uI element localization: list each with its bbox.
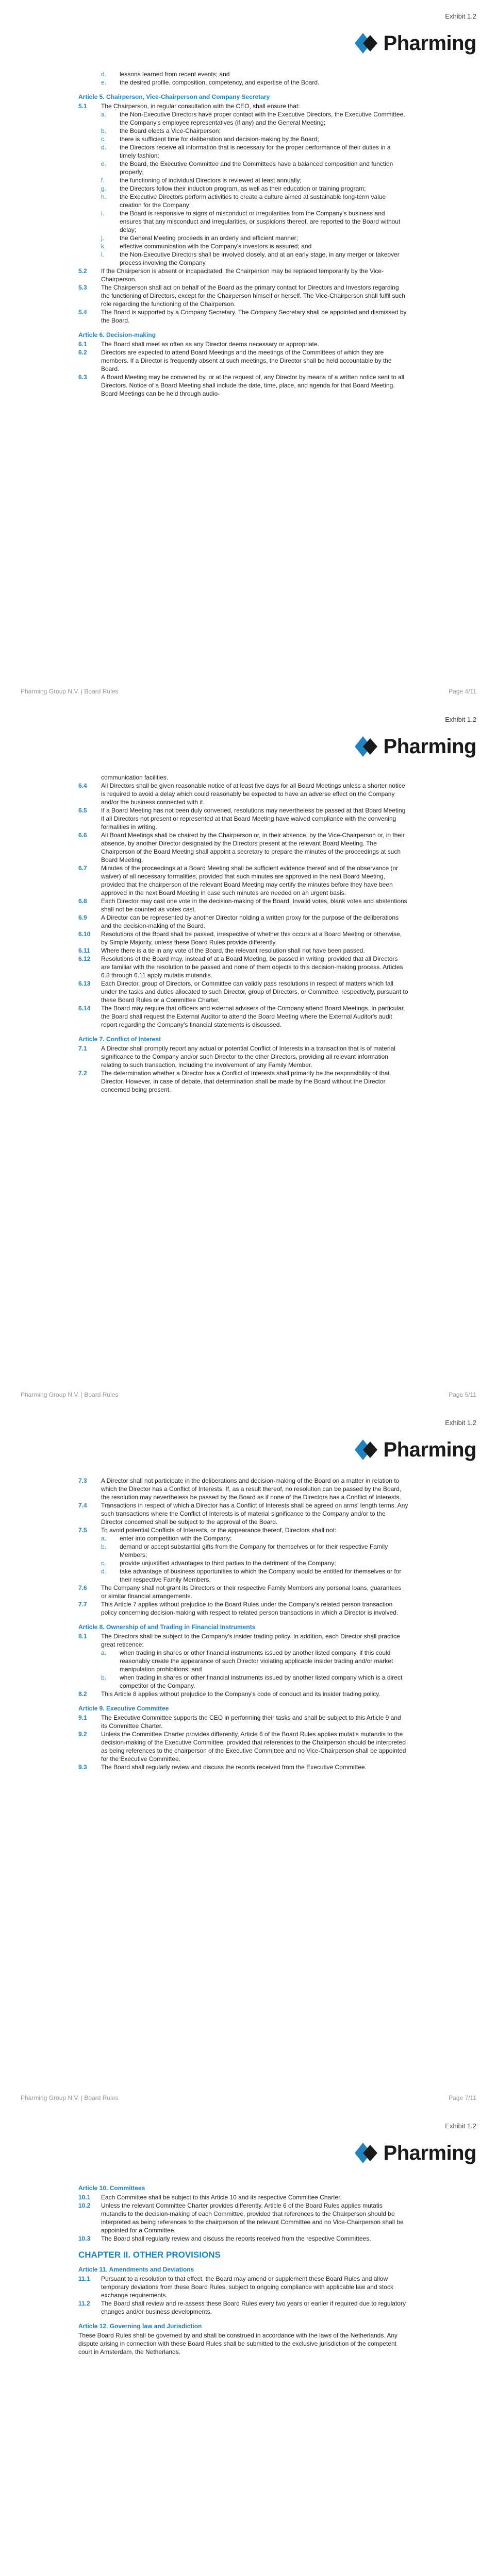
list-item: a. enter into competition with the Company; <box>101 1535 232 1542</box>
list-item: i. the Board is responsive to signs of misconduct or irregularities from the Company's business and ensures that any misconduct and irregularities, or suspicions thereof, are reported to the Board without delay; <box>101 210 401 233</box>
article-8-heading: Article 8. Ownership of and Trading in Financial Instruments <box>78 1623 256 1631</box>
clause-6-6: 6.6 All Board Meetings shall be chaired by the Chairperson or, in their absence, by the Vice-Chairperson or, in their absence, by another Director designated by the Directors present at the relevant Board Meeting. The Chairperson of the Board Meeting shall appoint a secretary to prepare the minutes of the proceedings at such Board Meeting. <box>78 832 405 863</box>
pharming-logo-text: Pharming <box>383 1438 476 1461</box>
clause-5-1: 5.1 The Chairperson, in regular consultation with the CEO, shall ensure that: <box>78 103 300 110</box>
clause-5-1-list <box>78 110 408 267</box>
pharming-logo-icon <box>353 2141 379 2165</box>
list-item: b. when trading in shares or other financial instruments issued by another listed company which is a direct competitor of the Company. <box>101 1674 403 1689</box>
pharming-logo-icon <box>353 734 379 759</box>
clause-8-2: 8.2 This Article 8 applies without prejudice to the Company's code of conduct and its insider trading policy. <box>78 1690 380 1698</box>
footer-page-number: Page 7/11 <box>449 2094 476 2102</box>
article-7-heading: Article 7. Conflict of Interest <box>78 1036 161 1043</box>
list-item: j. the General Meeting proceeds in an orderly and efficient manner; <box>101 234 298 242</box>
exhibit-label: Exhibit 1.2 <box>445 716 476 723</box>
page-2-content <box>78 773 408 1094</box>
footer-company: Pharming Group N.V. | Board Rules <box>21 1391 119 1398</box>
continued-text: communication facilities. <box>101 774 169 781</box>
chapter-heading: CHAPTER II. OTHER PROVISIONS <box>78 2250 221 2260</box>
page-1-content <box>78 70 408 398</box>
clause-10-3: 10.3 The Board shall regularly review and discuss the reports received from the respective Committees. <box>78 2235 371 2242</box>
clause-6-2: 6.2 Directors are expected to attend Board Meetings and the meetings of the Committees of which they are members. If a Director is frequently absent at such meetings, the Director shall be held accountable by the Board. <box>78 349 392 372</box>
clause-6-4: 6.4 All Directors shall be given reasonable notice of at least five days for all Board Meetings unless a shorter notice is required to avoid a delay which could reasonably be expected to have an adverse effect on the Company and/or the business connected with it. <box>78 782 405 806</box>
clause-5-2: 5.2 If the Chairperson is absent or incapacitated, the Chairperson may be replaced temporarily by the Vice-Chairperson. <box>78 267 384 283</box>
pharming-logo-text: Pharming <box>383 31 476 55</box>
pharming-logo <box>353 2141 476 2165</box>
pharming-logo-text: Pharming <box>383 735 476 758</box>
clause-6-11: 6.11 Where there is a tie in any vote of the Board, the relevant resolution shall not have been passed. <box>78 947 365 954</box>
list-item: e. the Board, the Executive Committee and the Committees have a balanced composition and function properly; <box>101 160 393 176</box>
clause-6-1: 6.1 The Board shall meet as often as any Director deems necessary or appropriate. <box>78 341 319 348</box>
list-item: a. the Non-Executive Directors have proper contact with the Executive Directors, the Executive Committee, the Company's employee representatives (if any) and the General Meeting; <box>101 111 405 126</box>
clause-8-1-list <box>78 1649 408 1690</box>
pharming-logo-text: Pharming <box>383 2141 476 2164</box>
clause-10-2: 10.2 Unless the relevant Committee Charter provides differently, Article 6 of the Board Rules applies mutatis mutandis to the decision-making of each Committee, provided that references to the Chairperson should be interpreted as being references to the chairperson of the relevant Committee and no Vice-Chairperson shall be appointed for a Committee. <box>78 2202 404 2234</box>
list-item: d. take advantage of business opportunities to which the Company would be entitled for themselves or for their respective Family Members. <box>101 1568 402 1583</box>
clause-7-1: 7.1 A Director shall promptly report any actual or potential Conflict of Interests in a transaction that is of material significance to the Company and/or such Director to the other Directors, providing all relevant information relating to such transaction, including the involvement of any Family Member. <box>78 1045 395 1069</box>
list-item: a. when trading in shares or other financial instruments issued by another listed company, if this could reasonably create the appearance of such Director violating applicable insider trading and/or market manipulation prohibitions; and <box>101 1649 393 1673</box>
pharming-logo <box>353 1437 476 1462</box>
clause-7-2: 7.2 The determination whether a Director has a Conflict of Interests shall primarily be the responsibility of that Director. However, in case of debate, that determination shall be made by the Board without the Director concerned being present. <box>78 1070 390 1093</box>
list-item: b. demand or accept substantial gifts from the Company for themselves or for their respective Family Members; <box>101 1543 388 1558</box>
clause-7-5: 7.5 To avoid potential Conflicts of Interests, or the appearance thereof, Directors shall not: <box>78 1527 337 1534</box>
clause-11-1: 11.1 Pursuant to a resolution to that effect, the Board may amend or supplement these Board Rules and allow temporary deviations from these Board Rules, subject to ongoing compliance with applicable law and stock exchange requirements. <box>78 2275 393 2299</box>
clause-8-1: 8.1 The Directors shall be subject to the Company's insider trading policy. In addition, each Director shall practice great reticence: <box>78 1633 400 1648</box>
pharming-logo-icon <box>353 31 379 56</box>
list-item: f. the functioning of individual Directors is reviewed at least annually; <box>101 177 302 184</box>
clause-7-7: 7.7 This Article 7 applies without prejudice to the Board Rules under the Company's related person transaction policy concerning decision-making with respect to related person transactions in which a Director is involved. <box>78 1601 399 1616</box>
pharming-logo <box>353 31 476 56</box>
clause-9-2: 9.2 Unless the Committee Charter provides differently, Article 6 of the Board Rules applies mutatis mutandis to the decision-making of the Executive Committee, provided that references to the Chairperson should be interpreted as being references to the chairperson of the Executive Committee and no Vice-Chairperson shall be appointed for the Executive Committee. <box>78 1731 406 1762</box>
document-page-2 <box>0 703 497 1406</box>
clause-7-3: 7.3 A Director shall not participate in the deliberations and decision-making of the Board on a matter in relation to which the Director has a Conflict of Interests. If, as a result thereof, no resolution can be passed by the Board, the resolution may nevertheless be passed by the Board as if none of the Directors has a Conflict of Interests. <box>78 1477 402 1501</box>
list-item: d. lessons learned from recent events; and <box>101 71 230 78</box>
list-item: c. provide unjustified advantages to third parties to the detriment of the Company; <box>101 1560 336 1567</box>
clause-7-5-list <box>78 1534 408 1584</box>
document-page-1 <box>0 0 497 703</box>
list-item: g. the Directors follow their induction program, as well as their education or training program; <box>101 185 366 192</box>
footer-page-number: Page 4/11 <box>449 688 476 695</box>
page-4-content <box>78 2178 408 2356</box>
article-9-heading: Article 9. Executive Committee <box>78 1705 169 1712</box>
pharming-logo-icon <box>353 1437 379 1462</box>
pharming-logo <box>353 734 476 759</box>
clause-6-5: 6.5 If a Board Meeting has not been duly convened, resolutions may nevertheless be passed at that Board Meeting if all Directors not present or represented at that Board Meeting have waived compliance with the convening formalities in writing. <box>78 807 406 831</box>
clause-9-1: 9.1 The Executive Committee supports the CEO in performing their tasks and shall be subject to this Article 9 and its Committee Charter. <box>78 1714 401 1730</box>
exhibit-label: Exhibit 1.2 <box>445 1419 476 1427</box>
clause-6-7: 6.7 Minutes of the proceedings at a Board Meeting shall be sufficient evidence thereof and of the observance (or waiver) of all necessary formalities, provided that such minutes are approved in the next Board Meeting, provided that the chairperson of the relevant Board Meeting may certify the minutes before they have been approved in the next Board Meeting in case such minutes are needed on an urgent basis. <box>78 865 399 896</box>
clause-6-3: 6.3 A Board Meeting may be convened by, or at the request of, any Director by means of a written notice sent to all Directors. Notice of a Board Meeting shall include the date, time, place, and agenda for that Board Meeting. Board Meetings can be held through audio- <box>78 374 405 397</box>
clause-7-6: 7.6 The Company shall not grant its Directors or their respective Family Members any personal loans, guarantees or similar financial arrangements. <box>78 1584 402 1600</box>
list-item: h. the Executive Directors perform activities to create a culture aimed at sustainable long-term value creation for the Company; <box>101 193 386 209</box>
clause-6-9: 6.9 A Director can be represented by another Director holding a written proxy for the purpose of the deliberations and the decision-making of the Board. <box>78 914 399 929</box>
list-item: e. the desired profile, composition, competency, and expertise of the Board. <box>101 79 320 86</box>
list-item: k. effective communication with the Company's investors is assured; and <box>101 243 312 250</box>
clause-5-4: 5.4 The Board is supported by a Company Secretary. The Company Secretary shall be appointed and dismissed by the Board. <box>78 309 407 324</box>
list-item: b. the Board elects a Vice-Chairperson; <box>101 127 221 134</box>
clause-5-3: 5.3 The Chairperson shall act on behalf of the Board as the primary contact for Directors and Investors regarding the functioning of Directors, except for the Chairperson himself or herself. The Vice-Chairperson shall fulfil such role regarding the functioning of the Chairperson. <box>78 284 405 308</box>
article-12-text: These Board Rules shall be governed by and shall be construed in accordance with the laws of the Netherlands. Any dispute arising in connection with these Board Rules shall be submitted to the exclusive jurisdiction of the competent court in Amsterdam, the Netherlands. <box>78 2332 398 2355</box>
exhibit-label: Exhibit 1.2 <box>445 12 476 20</box>
clause-11-2: 11.2 The Board shall review and re-assess these Board Rules every two years or earlier if required due to regulatory changes and/or business developments. <box>78 2300 406 2315</box>
clause-6-8: 6.8 Each Director may cast one vote in the decision-making of the Board. Invalid votes, blank votes and abstentions shall not be counted as votes cast. <box>78 897 407 913</box>
clause-10-1: 10.1 Each Committee shall be subject to this Article 10 and its respective Committee Charter. <box>78 2194 342 2201</box>
list-item: d. the Directors receive all information that is necessary for the proper performance of their duties in a timely fashion; <box>101 144 391 159</box>
clause-6-13: 6.13 Each Director, group of Directors, or Committee can validly pass resolutions in respect of matters which fall under the tasks and duties allocated to such Director, group of Directors, or Committee, respectively, pursuant to these Board Rules or a Committee Charter. <box>78 980 408 1004</box>
footer-page-number: Page 5/11 <box>449 1391 476 1398</box>
clause-7-4: 7.4 Transactions in respect of which a Director has a Conflict of Interests shall be agreed on arms' length terms. Any such transactions where the Conflict of Interests is of material significance to the Company and/or to the Director concerned shall be subject to the approval of the Board. <box>78 1502 408 1526</box>
article-6-heading: Article 6. Decision-making <box>78 331 156 338</box>
list-item: c. there is sufficient time for deliberation and decision-making by the Board; <box>101 135 319 143</box>
clause-6-14: 6.14 The Board may require that officers and external advisers of the Company attend Board Meetings. In particular, the Board shall request the External Auditor to attend the Board Meeting where the External Auditor's audit report regarding the Company's financial statements is discussed. <box>78 1005 405 1028</box>
document-page-3 <box>0 1406 497 2110</box>
page-3-content <box>78 1477 408 1771</box>
article-5-heading: Article 5. Chairperson, Vice-Chairperson and Company Secretary <box>78 93 270 100</box>
article-11-heading: Article 11. Amendments and Deviations <box>78 2266 194 2273</box>
clause-9-3: 9.3 The Board shall regularly review and discuss the reports received from the Executive Committee. <box>78 1764 367 1771</box>
footer-company: Pharming Group N.V. | Board Rules <box>21 2094 119 2102</box>
document-page-4 <box>0 2110 497 2576</box>
clause-6-12: 6.12 Resolutions of the Board may, instead of at a Board Meeting, be passed in writing, provided that all Directors are familiar with the resolution to be passed and none of them objects to this decision-making process. Articles 6.8 through 6.11 apply mutatis mutandis. <box>78 955 403 979</box>
footer-company: Pharming Group N.V. | Board Rules <box>21 688 119 695</box>
article-10-heading: Article 10. Committees <box>78 2184 145 2192</box>
article-12-heading: Article 12. Governing law and Jurisdiction <box>78 2323 202 2330</box>
exhibit-label: Exhibit 1.2 <box>445 2122 476 2130</box>
list-item: l. the Non-Executive Directors shall be involved closely, and at an early stage, in any merger or takeover process involving the Company. <box>101 251 400 266</box>
clause-6-10: 6.10 Resolutions of the Board shall be passed, irrespective of whether this occurs at a Board Meeting or otherwise, by Simple Majority, unless these Board Rules provide differently. <box>78 930 402 946</box>
